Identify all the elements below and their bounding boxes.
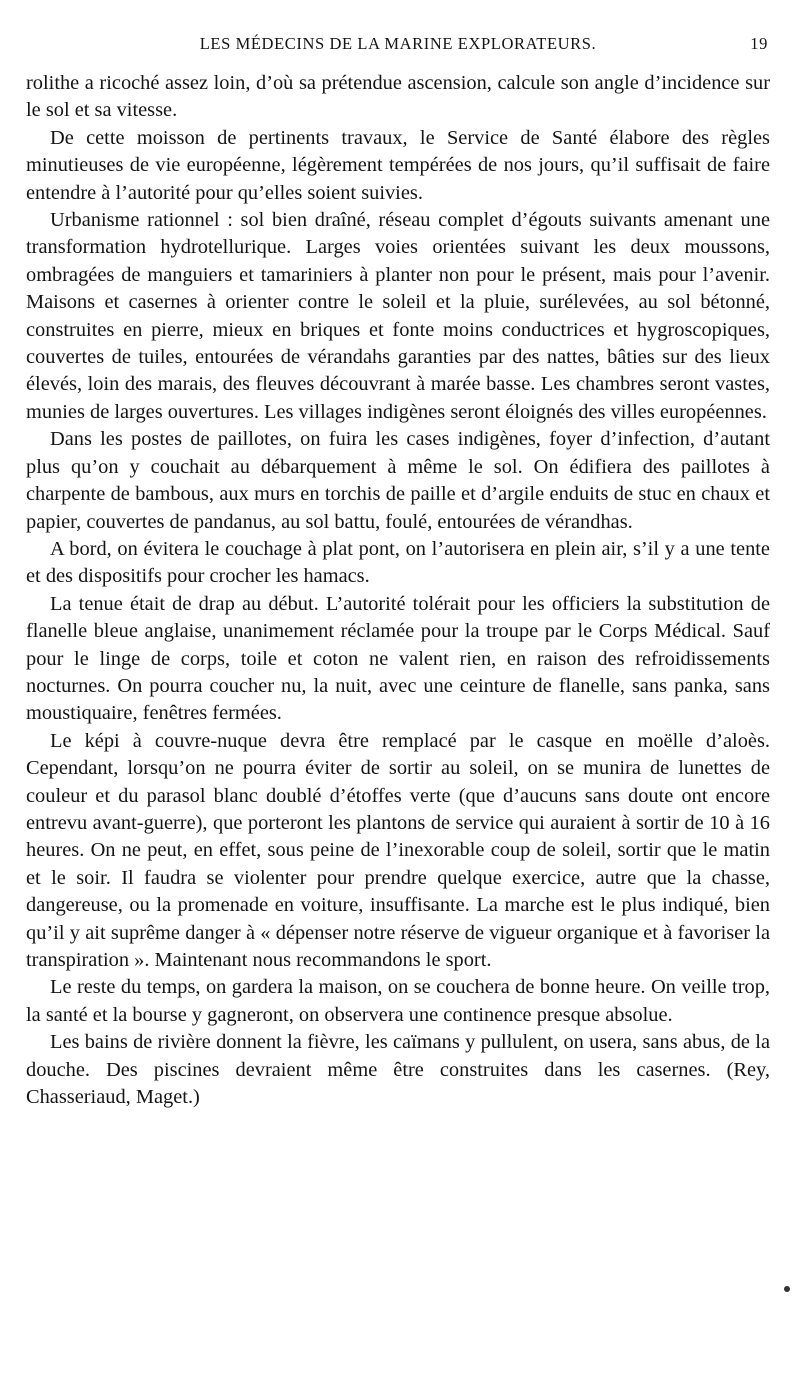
paragraph-continuation: rolithe a ricoché assez loin, d’où sa prétendue ascension, calcule son angle d’incidence sur le sol et sa vitesse. <box>26 72 770 122</box>
paragraph-baths: Les bains de rivière donnent la fièvre, les caïmans y pullulent, on usera, sans abus, de la douche. Des piscines devraient même être construites dans les casernes. (Rey, Chasseriaud, Maget.) <box>26 1031 770 1109</box>
paragraph-urbanism: Urbanisme rationnel : sol bien draîné, réseau complet d’égouts suivants amenant une transformation hydrotellurique. Larges voies orientées suivant les deux moussons, ombragées de manguiers et tamariniers à planter non pour le présent, mais pour l’avenir. Maisons et casernes à orienter contre le soleil et la pluie, surélevées, au sol bétonné, construites en pierre, mieux en briques et fonte moins conductrices et hygroscopiques, couvertes de tuiles, entourées de vérandahs garanties par des nattes, bâties sur des lieux élevés, loin des marais, des fleuves découvrant à marée basse. Les chambres seront vastes, munies de larges ouvertures. Les villages indigènes seront éloignés des villes européennes. <box>26 209 770 423</box>
book-page <box>26 30 770 1111</box>
paragraph-clothing: La tenue était de drap au début. L’autorité tolérait pour les officiers la substitution de flanelle bleue anglaise, unanimement réclamée pour la troupe par le Corps Médical. Sauf pour le linge de corps, toile et coton ne valent rien, en raison des refroidissements nocturnes. On pourra coucher nu, la nuit, avec une ceinture de flanelle, sans panka, sans moustiquaire, fenêtres fermées. <box>26 592 770 725</box>
paragraph-rest: Le reste du temps, on gardera la maison, on se couchera de bonne heure. On veille trop, la santé et la bourse y gagneront, on observera une continence presque absolue. <box>26 976 770 1026</box>
margin-ink-dot <box>784 1286 790 1292</box>
page-number: 19 <box>750 34 768 53</box>
running-title: LES MÉDECINS DE LA MARINE EXPLORATEURS. <box>199 34 597 53</box>
body-text <box>26 70 770 1111</box>
paragraph-paillotes: Dans les postes de paillotes, on fuira les cases indigènes, foyer d’infection, d’autant plus qu’on y couchait au débarquement à même le sol. On édifiera des paillotes à charpente de bambous, aux murs en torchis de paille et d’argile enduits de stuc en chaux et papier, couvertes de pandanus, au sol battu, foulé, entourées de vérandhas. <box>26 428 770 533</box>
running-head <box>26 30 770 58</box>
paragraph-headgear-sun: Le képi à couvre-nuque devra être remplacé par le casque en moëlle d’aloès. Cependant, lorsqu’on ne pourra éviter de sortir au soleil, on se munira de lunettes de couleur et du parasol blanc doublé d’étoffes verte (que d’aucuns sans doute ont encore entrevu avant-guerre), que porteront les plantons de service qui auraient à sortir de 10 à 16 heures. On ne peut, en effet, sous peine de l’inexorable coup de soleil, sortir que le matin et le soir. Il faudra se violenter pour prendre quelque exercice, autre que la chasse, dangereuse, ou la promenade en voiture, insuffisante. La marche est le plus indiqué, bien qu’il y ait suprême danger à « dépenser notre réserve de vigueur organique et à favoriser la transpiration ». Maintenant nous recommandons le sport. <box>26 729 770 971</box>
paragraph-health-service-rules: De cette moisson de pertinents travaux, le Service de Santé élabore des règles minutieuses de vie européenne, légèrement tempérées de nos jours, qu’il suffisait de faire entendre à l’autorité pour qu’elles soient suivies. <box>26 126 770 204</box>
paragraph-on-board: A bord, on évitera le couchage à plat pont, on l’autorisera en plein air, s’il y a une tente et des dispositifs pour crocher les hamacs. <box>26 537 770 588</box>
